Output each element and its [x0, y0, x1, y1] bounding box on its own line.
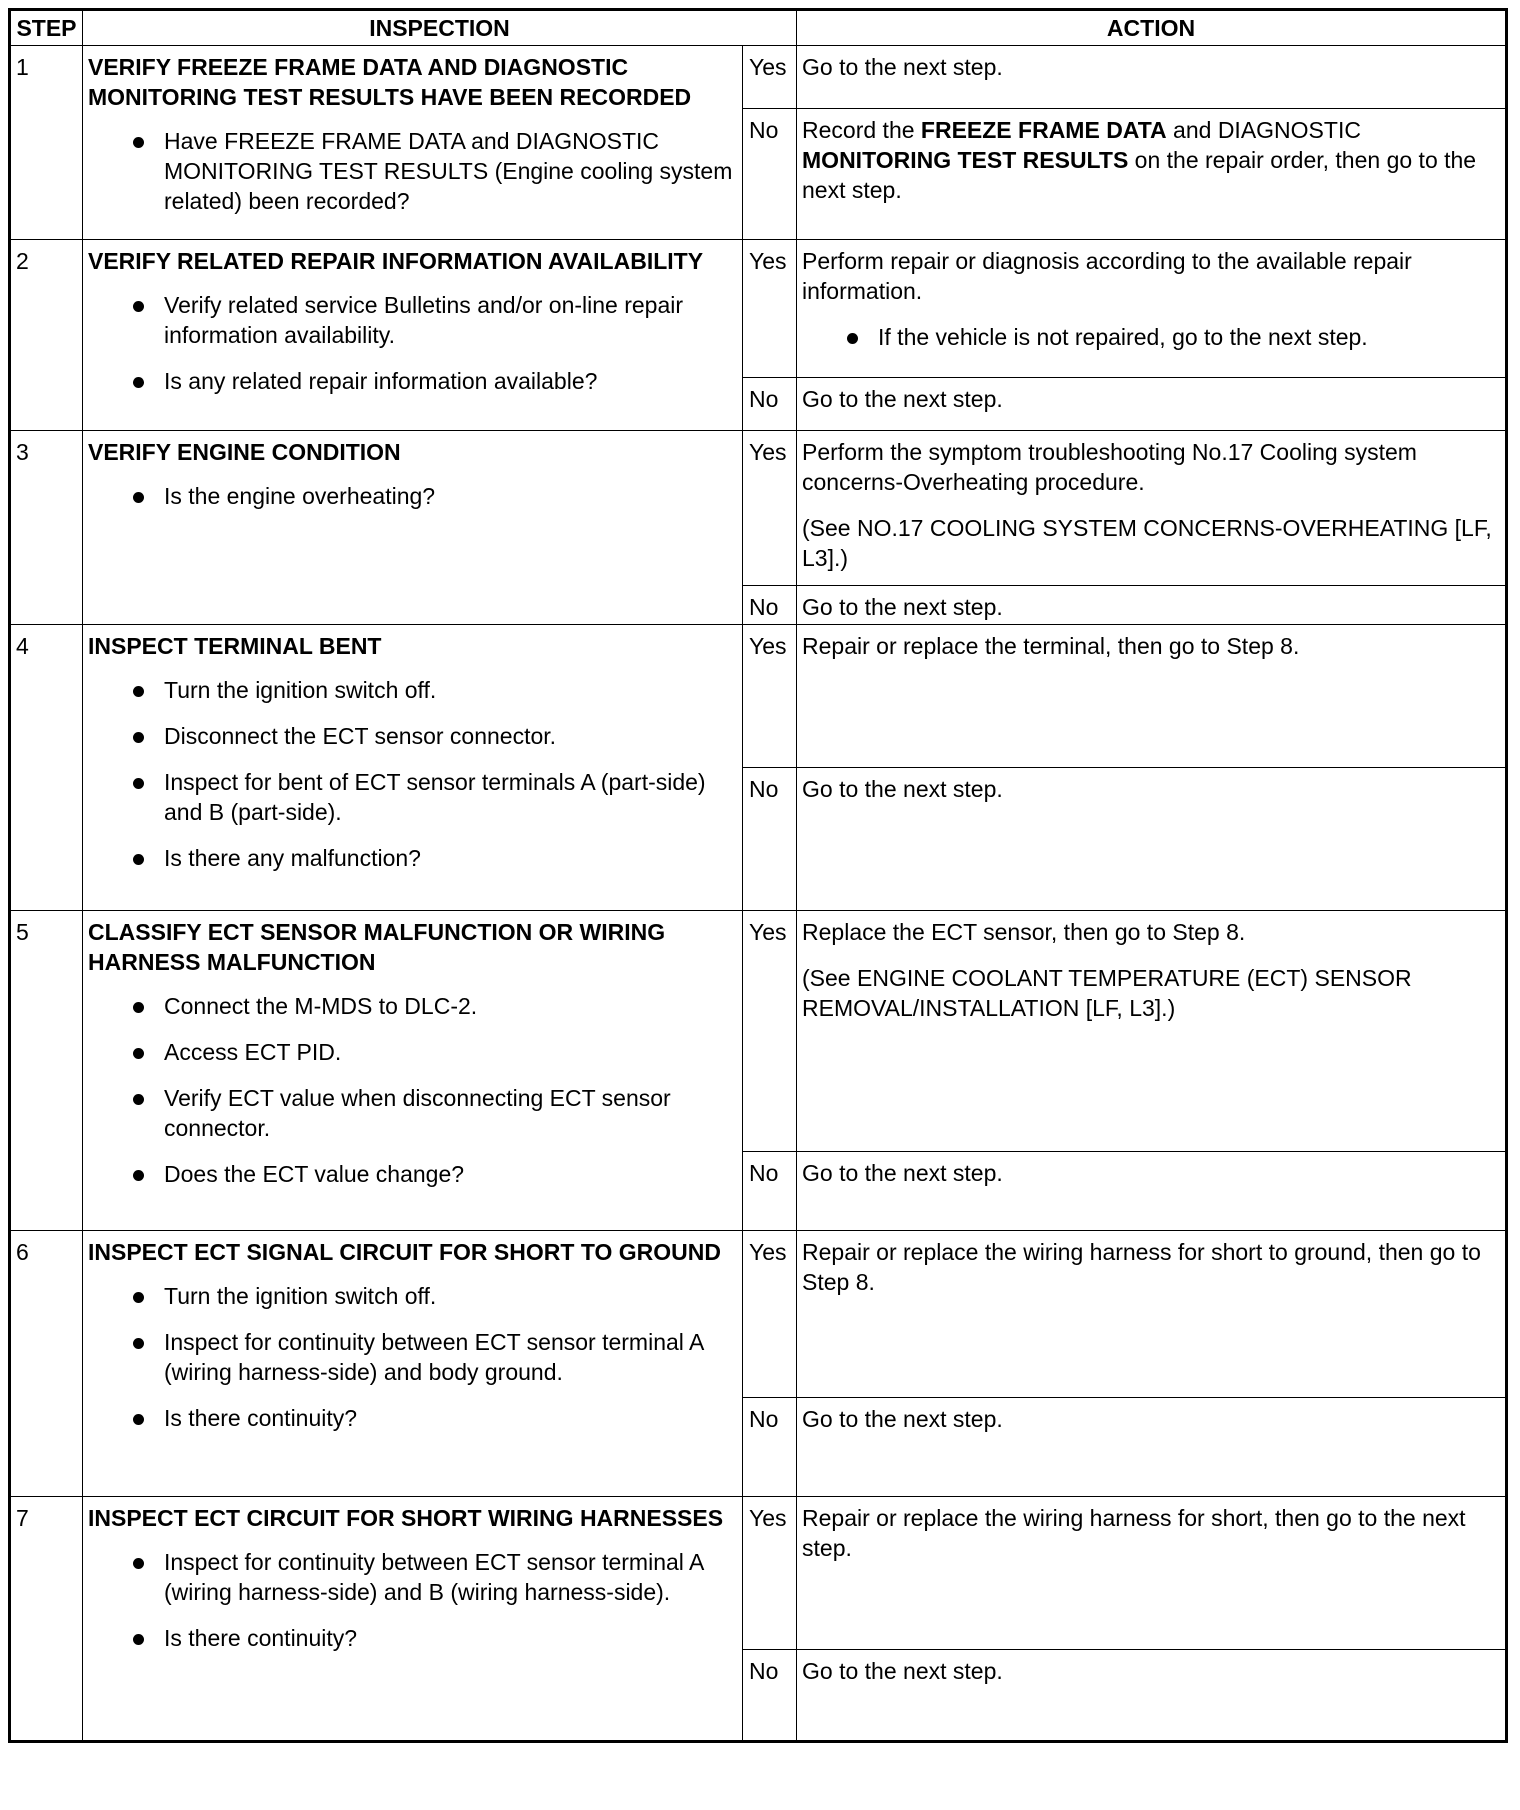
- action-text-bold: MONITORING TEST RESULTS: [802, 147, 1129, 173]
- action-text: Replace the ECT sensor, then go to Step 8.: [802, 919, 1246, 945]
- action-text: Perform the symptom troubleshooting No.17 Cooling system concerns-Overheating procedure.: [802, 439, 1417, 495]
- step-inspection: [83, 911, 743, 1231]
- step-title: VERIFY ENGINE CONDITION: [88, 439, 401, 465]
- yes-label: Yes: [743, 240, 797, 378]
- inspection-bullet: Have FREEZE FRAME DATA and DIAGNOSTIC MONITORING TEST RESULTS (Engine cooling system related) been recorded?: [88, 126, 737, 216]
- inspection-bullet: Verify ECT value when disconnecting ECT sensor connector.: [88, 1083, 737, 1143]
- action-text: on the repair order, then go to the next step.: [802, 147, 1477, 203]
- yes-action: Repair or replace the wiring harness for short to ground, then go to Step 8.: [797, 1231, 1507, 1398]
- inspection-bullet: Is there any malfunction?: [88, 843, 737, 873]
- no-label: No: [743, 109, 797, 240]
- no-action: Go to the next step.: [797, 1650, 1507, 1742]
- action-text: Record the: [802, 117, 921, 143]
- action-bullet: If the vehicle is not repaired, go to the next step.: [802, 322, 1500, 352]
- inspection-bullet: Turn the ignition switch off.: [88, 1281, 737, 1311]
- table-row: [10, 240, 1507, 378]
- step-title: VERIFY RELATED REPAIR INFORMATION AVAILABILITY: [88, 248, 704, 274]
- step-inspection: [83, 240, 743, 431]
- step-number: 7: [10, 1497, 83, 1742]
- step-title: CLASSIFY ECT SENSOR MALFUNCTION OR WIRING HARNESS MALFUNCTION: [88, 919, 666, 975]
- table-row: [10, 431, 1507, 586]
- step-inspection: [83, 46, 743, 240]
- inspection-bullet: Access ECT PID.: [88, 1037, 737, 1067]
- no-label: No: [743, 1398, 797, 1497]
- yes-action: [797, 46, 1507, 109]
- step-inspection: [83, 1231, 743, 1497]
- step-number: 6: [10, 1231, 83, 1497]
- yes-label: Yes: [743, 1497, 797, 1650]
- inspection-bullet: Inspect for continuity between ECT sensor terminal A (wiring harness-side) and body ground.: [88, 1327, 737, 1387]
- no-action: Go to the next step.: [797, 768, 1507, 911]
- no-label: No: [743, 768, 797, 911]
- yes-label: Yes: [743, 46, 797, 109]
- table-header-row: [10, 10, 1507, 46]
- yes-action: [797, 911, 1507, 1152]
- yes-label: Yes: [743, 911, 797, 1152]
- no-label: No: [743, 1152, 797, 1231]
- yes-action: [797, 431, 1507, 586]
- step-title: INSPECT ECT SIGNAL CIRCUIT FOR SHORT TO GROUND: [88, 1239, 721, 1265]
- reference-link[interactable]: (See ENGINE COOLANT TEMPERATURE (ECT) SENSOR REMOVAL/INSTALLATION [LF, L3].): [802, 965, 1412, 1021]
- yes-label: Yes: [743, 431, 797, 586]
- step-inspection: [83, 1497, 743, 1742]
- yes-label: Yes: [743, 625, 797, 768]
- inspection-bullet: Is there continuity?: [88, 1623, 737, 1653]
- inspection-bullet: Is the engine overheating?: [88, 481, 737, 511]
- no-label: No: [743, 586, 797, 625]
- step-inspection: [83, 625, 743, 911]
- table-row: [10, 46, 1507, 109]
- step-inspection: [83, 431, 743, 625]
- table-row: [10, 1497, 1507, 1650]
- table-row: [10, 911, 1507, 1152]
- action-text: Go to the next step.: [802, 54, 1003, 80]
- reference-link[interactable]: (See NO.17 COOLING SYSTEM CONCERNS-OVERHEATING [LF, L3].): [802, 515, 1492, 571]
- step-number: 3: [10, 431, 83, 625]
- step-number: 1: [10, 46, 83, 240]
- inspection-bullet: Verify related service Bulletins and/or on-line repair information availability.: [88, 290, 737, 350]
- step-title: INSPECT TERMINAL BENT: [88, 633, 382, 659]
- inspection-bullet: Does the ECT value change?: [88, 1159, 737, 1189]
- no-label: No: [743, 378, 797, 431]
- inspection-bullet: Connect the M-MDS to DLC-2.: [88, 991, 737, 1021]
- action-text-bold: FREEZE FRAME DATA: [920, 117, 1167, 143]
- header-inspection: INSPECTION: [83, 10, 797, 46]
- inspection-bullet: Turn the ignition switch off.: [88, 675, 737, 705]
- no-action: Go to the next step.: [797, 378, 1507, 431]
- header-step: STEP: [10, 10, 83, 46]
- action-text: and DIAGNOSTIC: [1166, 117, 1361, 143]
- inspection-bullet: Is there continuity?: [88, 1403, 737, 1433]
- diagnostic-procedure: [8, 8, 1505, 1803]
- no-action: Go to the next step.: [797, 586, 1507, 625]
- action-text: Perform repair or diagnosis according to the available repair information.: [802, 248, 1412, 304]
- inspection-bullet: Disconnect the ECT sensor connector.: [88, 721, 737, 751]
- yes-label: Yes: [743, 1231, 797, 1398]
- yes-action: Repair or replace the wiring harness for short, then go to the next step.: [797, 1497, 1507, 1650]
- yes-action: Repair or replace the terminal, then go to Step 8.: [797, 625, 1507, 768]
- step-number: 5: [10, 911, 83, 1231]
- table-row: [10, 625, 1507, 768]
- header-action: ACTION: [797, 10, 1507, 46]
- diagnostic-table: [8, 8, 1508, 1743]
- inspection-bullet: Inspect for continuity between ECT sensor terminal A (wiring harness-side) and B (wiring harness-side).: [88, 1547, 737, 1607]
- step-title: INSPECT ECT CIRCUIT FOR SHORT WIRING HARNESSES: [88, 1505, 724, 1531]
- no-action: Go to the next step.: [797, 1398, 1507, 1497]
- inspection-bullet: Inspect for bent of ECT sensor terminals A (part-side) and B (part-side).: [88, 767, 737, 827]
- step-number: 4: [10, 625, 83, 911]
- yes-action: [797, 240, 1507, 378]
- inspection-bullet: Is any related repair information available?: [88, 366, 737, 396]
- table-row: [10, 1231, 1507, 1398]
- step-title: VERIFY FREEZE FRAME DATA AND DIAGNOSTIC MONITORING TEST RESULTS HAVE BEEN RECORDED: [88, 54, 692, 110]
- no-label: No: [743, 1650, 797, 1742]
- step-number: 2: [10, 240, 83, 431]
- no-action: [797, 109, 1507, 240]
- no-action: Go to the next step.: [797, 1152, 1507, 1231]
